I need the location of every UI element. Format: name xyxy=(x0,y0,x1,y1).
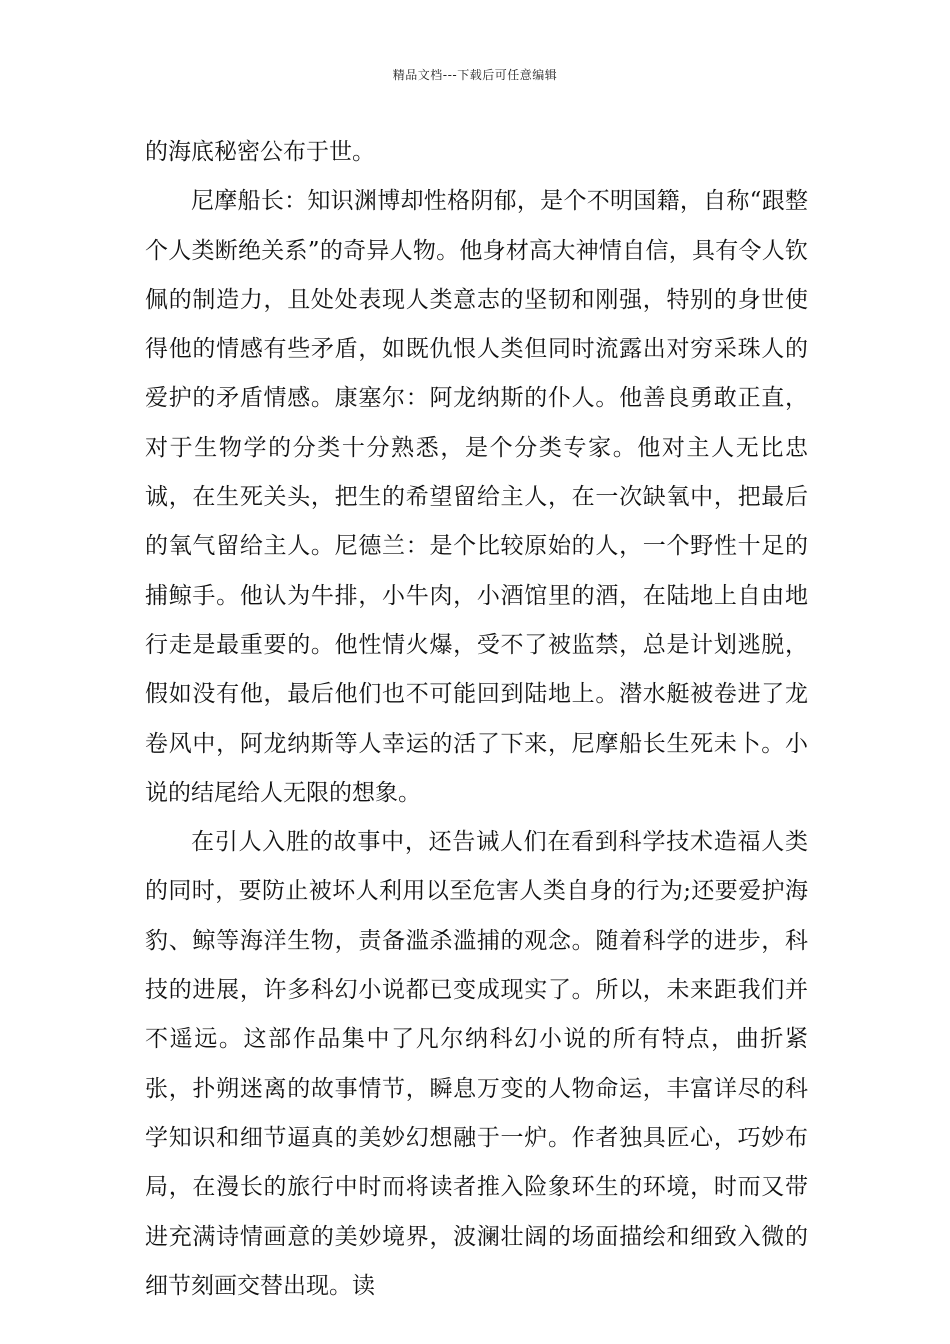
paragraph-characters: 尼摩船长：知识渊博却性格阴郁，是个不明国籍，自称“跟整个人类断绝关系”的奇异人物。他身材高大神情自信，具有令人钦佩的制造力，且处处表现人类意志的坚韧和刚强，特别的身世使得他的情感有些矛盾，如既仇恨人类但同时流露出对穷采珠人的爱护的矛盾情感。康塞尔：阿龙纳斯的仆人。他善良勇敢正直，对于生物学的分类十分熟悉，是个分类专家。他对主人无比忠诚，在生死关头，把生的希望留给主人，在一次缺氧中，把最后的氧气留给主人。尼德兰：是个比较原始的人，一个野性十足的捕鲸手。他认为牛排，小牛肉，小酒馆里的酒，在陆地上自由地行走是最重要的。他性情火爆，受不了被监禁，总是计划逃脱，假如没有他，最后他们也不可能回到陆地上。潜水艇被卷进了龙卷风中，阿龙纳斯等人幸运的活了下来，尼摩船长生死未卜。小说的结尾给人无限的想象。 xyxy=(145,188,808,806)
paragraph-continuation: 的海底秘密公布于世。 xyxy=(145,139,375,165)
paragraph-themes: 在引人入胜的故事中，还告诫人们在看到科学技术造福人类的同时，要防止被坏人利用以至危害人类自身的行为;还要爱护海豹、鲸等海洋生物，责备滥杀滥捕的观念。随着科学的进步，科技的进展，许多科幻小说都已变成现实了。所以，未来距我们并不遥远。这部作品集中了凡尔纳科幻小说的所有特点，曲折紧张，扑朔迷离的故事情节，瞬息万变的人物命运，丰富详尽的科学知识和细节逼真的美妙幻想融于一炉。作者独具匠心，巧妙布局，在漫长的旅行中时而将读者推入险象环生的环境，时而又带进充满诗情画意的美妙境界，波澜壮阔的场面描绘和细致入微的细节刻画交替出现。读 xyxy=(145,829,808,1299)
page-header: 精品文档---下载后可任意编辑 xyxy=(392,68,558,82)
document-body xyxy=(145,128,808,1311)
